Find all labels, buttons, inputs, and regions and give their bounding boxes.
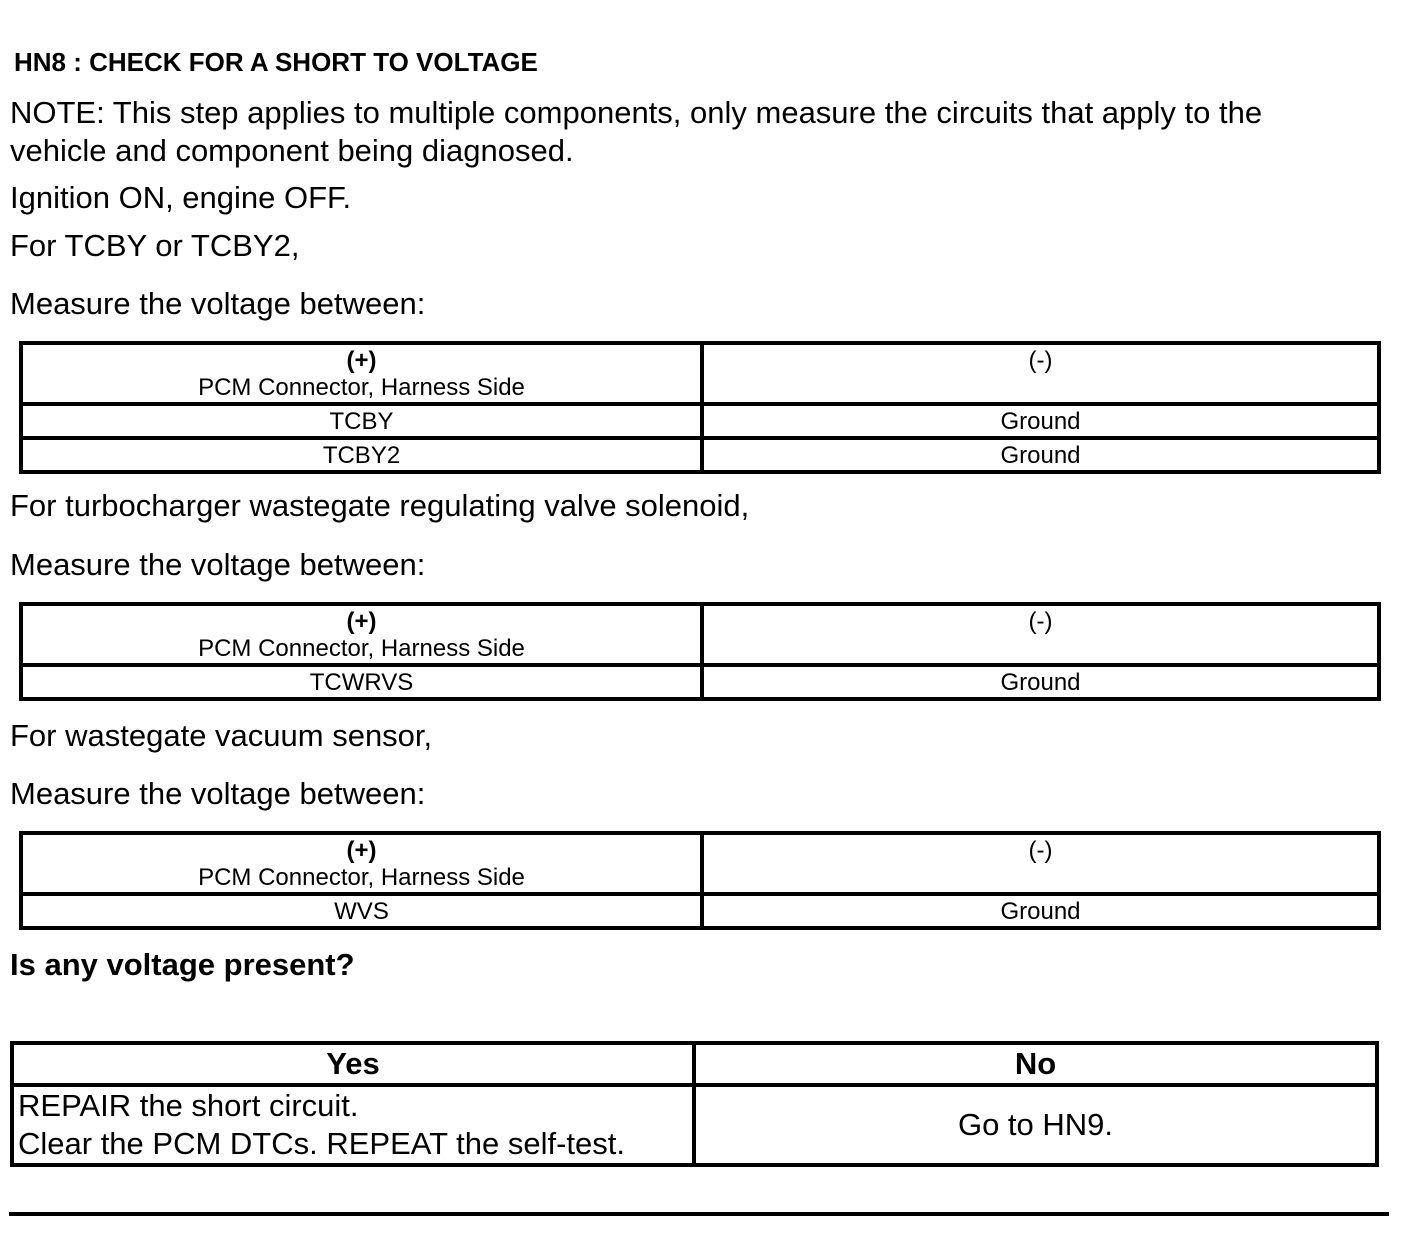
plus-column-header [21, 604, 702, 665]
ignition-instruction: Ignition ON, engine OFF. [10, 180, 352, 215]
plus-symbol: (+) [346, 837, 377, 864]
plus-label: PCM Connector, Harness Side [198, 864, 525, 891]
minus-cell: Ground [702, 894, 1379, 928]
section-intro-tcwrvs: For turbocharger wastegate regulating valve solenoid, [10, 488, 750, 523]
minus-column-header [702, 833, 1379, 894]
note-line-2: vehicle and component being diagnosed. [10, 133, 574, 168]
section-intro-tcby: For TCBY or TCBY2, [10, 228, 300, 263]
bottom-divider [9, 1212, 1389, 1216]
measure-instruction: Measure the voltage between: [10, 286, 426, 321]
table-row [21, 894, 1379, 928]
measurement-table-tcwrvs [19, 602, 1381, 701]
table-row [21, 665, 1379, 699]
minus-cell: Ground [702, 438, 1379, 472]
minus-column-header [702, 343, 1379, 404]
yes-header: Yes [12, 1043, 694, 1085]
section-intro-wvs: For wastegate vacuum sensor, [10, 718, 433, 753]
no-action-cell [694, 1085, 1377, 1165]
plus-column-header [21, 343, 702, 404]
plus-cell: TCBY2 [21, 438, 702, 472]
no-header: No [694, 1043, 1377, 1085]
plus-symbol: (+) [346, 347, 377, 374]
plus-cell: WVS [21, 894, 702, 928]
result-table [10, 1041, 1379, 1167]
yes-action-line-1: REPAIR the short circuit. [18, 1088, 359, 1123]
measure-instruction: Measure the voltage between: [10, 547, 426, 582]
note-line-1: NOTE: This step applies to multiple components, only measure the circuits that apply to the [10, 95, 1263, 130]
yes-action-cell [12, 1085, 694, 1165]
measure-instruction: Measure the voltage between: [10, 776, 426, 811]
plus-cell: TCWRVS [21, 665, 702, 699]
minus-symbol: (-) [1028, 608, 1053, 635]
minus-column-header [702, 604, 1379, 665]
plus-cell: TCBY [21, 404, 702, 438]
no-action-text: Go to HN9. [957, 1107, 1114, 1142]
plus-label: PCM Connector, Harness Side [198, 635, 525, 662]
plus-label: PCM Connector, Harness Side [198, 374, 525, 401]
yes-action-line-2: Clear the PCM DTCs. REPEAT the self-test. [18, 1126, 625, 1161]
measurement-table-wvs [19, 831, 1381, 930]
table-row [21, 438, 1379, 472]
minus-cell: Ground [702, 404, 1379, 438]
plus-symbol: (+) [346, 608, 377, 635]
step-title: HN8 : CHECK FOR A SHORT TO VOLTAGE [14, 47, 538, 77]
measurement-table-tcby [19, 341, 1381, 474]
minus-cell: Ground [702, 665, 1379, 699]
minus-symbol: (-) [1028, 347, 1053, 374]
plus-column-header [21, 833, 702, 894]
minus-symbol: (-) [1028, 837, 1053, 864]
voltage-question: Is any voltage present? [10, 947, 355, 982]
table-row [21, 404, 1379, 438]
